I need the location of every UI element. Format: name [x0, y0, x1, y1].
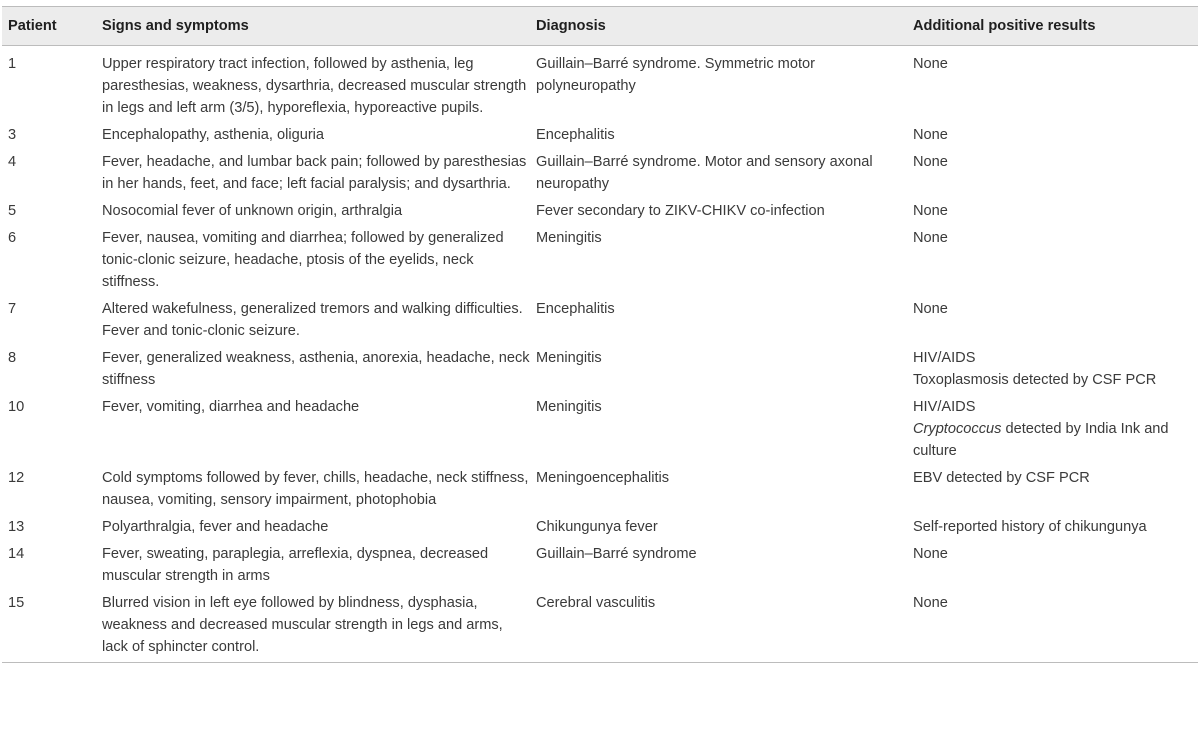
cell-patient: 5	[8, 203, 17, 219]
additional-line: EBV detected by CSF PCR	[913, 470, 1090, 486]
additional-line: None	[913, 56, 948, 72]
table-row	[2, 592, 1198, 663]
additional-line	[913, 418, 1198, 462]
organism-name: Cryptococcus	[913, 421, 1002, 437]
table-row	[2, 543, 1198, 592]
cell-signs: Blurred vision in left eye followed by blindness, dysphasia, weakness and decreased muscular strength in legs and arms, lack of sphincter control.	[102, 595, 503, 655]
cell-signs: Fever, vomiting, diarrhea and headache	[102, 399, 360, 415]
cell-signs: Encephalopathy, asthenia, oliguria	[102, 127, 325, 143]
cell-additional	[907, 592, 1198, 663]
cell-signs: Upper respiratory tract infection, followed by asthenia, leg paresthesias, weakness, dysarthria, decreased muscular strength in legs and left arm (3/5), hyporeflexia, hyporeactive pupils.	[102, 56, 527, 116]
table-header	[2, 7, 1198, 46]
cell-patient: 3	[8, 127, 17, 143]
cell-diagnosis: Meningoencephalitis	[536, 470, 670, 486]
cell-patient: 12	[8, 470, 25, 486]
table-row	[2, 396, 1198, 467]
cell-signs: Altered wakefulness, generalized tremors and walking difficulties. Fever and tonic-clonic seizure.	[102, 301, 523, 339]
table-row	[2, 516, 1198, 543]
cell-patient: 1	[8, 56, 17, 72]
cell-patient: 4	[8, 154, 17, 170]
header-additional-results: Additional positive results	[913, 18, 1096, 34]
cell-patient: 6	[8, 230, 17, 246]
additional-line: None	[913, 203, 948, 219]
cell-signs: Polyarthralgia, fever and headache	[102, 519, 329, 535]
cell-diagnosis: Meningitis	[536, 230, 602, 246]
additional-line: Toxoplasmosis detected by CSF PCR	[913, 372, 1157, 388]
table-row	[2, 467, 1198, 516]
cell-diagnosis: Encephalitis	[536, 127, 615, 143]
cell-diagnosis: Fever secondary to ZIKV-CHIKV co-infection	[536, 203, 825, 219]
table-row	[2, 46, 1198, 125]
cell-additional	[907, 227, 1198, 298]
cell-additional	[907, 347, 1198, 396]
table-row	[2, 124, 1198, 151]
cell-diagnosis: Chikungunya fever	[536, 519, 658, 535]
additional-line: None	[913, 595, 948, 611]
additional-line: Self-reported history of chikungunya	[913, 519, 1147, 535]
additional-line: HIV/AIDS	[913, 399, 976, 415]
additional-line: None	[913, 546, 948, 562]
clinical-table	[2, 6, 1198, 663]
cell-additional	[907, 151, 1198, 200]
cell-patient: 7	[8, 301, 17, 317]
table-row	[2, 298, 1198, 347]
cell-signs: Fever, sweating, paraplegia, arreflexia, dyspnea, decreased muscular strength in arms	[102, 546, 489, 584]
cell-diagnosis: Meningitis	[536, 350, 602, 366]
header-diagnosis: Diagnosis	[536, 18, 606, 34]
additional-line: HIV/AIDS	[913, 350, 976, 366]
additional-line: None	[913, 230, 948, 246]
additional-line: None	[913, 154, 948, 170]
cell-diagnosis: Guillain–Barré syndrome. Symmetric motor polyneuropathy	[536, 56, 815, 94]
cell-signs: Fever, headache, and lumbar back pain; followed by paresthesias in her hands, feet, and face; left facial paralysis; and dysarthria.	[102, 154, 527, 192]
clinical-table-container	[2, 6, 1198, 663]
additional-line: None	[913, 127, 948, 143]
table-row	[2, 347, 1198, 396]
table-row	[2, 200, 1198, 227]
cell-diagnosis: Meningitis	[536, 399, 602, 415]
cell-additional	[907, 46, 1198, 125]
cell-patient: 14	[8, 546, 25, 562]
cell-signs: Nosocomial fever of unknown origin, arthralgia	[102, 203, 403, 219]
cell-additional	[907, 467, 1198, 516]
cell-patient: 15	[8, 595, 25, 611]
additional-line: None	[913, 301, 948, 317]
table-row	[2, 151, 1198, 200]
header-row	[2, 7, 1198, 46]
cell-additional	[907, 543, 1198, 592]
cell-signs: Fever, generalized weakness, asthenia, anorexia, headache, neck stiffness	[102, 350, 530, 388]
cell-signs: Cold symptoms followed by fever, chills, headache, neck stiffness, nausea, vomiting, sensory impairment, photophobia	[102, 470, 529, 508]
cell-patient: 8	[8, 350, 17, 366]
table-row	[2, 227, 1198, 298]
cell-diagnosis: Encephalitis	[536, 301, 615, 317]
cell-additional	[907, 396, 1198, 467]
cell-diagnosis: Cerebral vasculitis	[536, 595, 656, 611]
cell-diagnosis: Guillain–Barré syndrome	[536, 546, 697, 562]
cell-additional	[907, 516, 1198, 543]
cell-patient: 13	[8, 519, 25, 535]
header-patient: Patient	[8, 18, 57, 34]
cell-additional	[907, 298, 1198, 347]
cell-diagnosis: Guillain–Barré syndrome. Motor and sensory axonal neuropathy	[536, 154, 873, 192]
cell-additional	[907, 124, 1198, 151]
header-signs-and-symptoms: Signs and symptoms	[102, 18, 249, 34]
cell-additional	[907, 200, 1198, 227]
cell-patient: 10	[8, 399, 25, 415]
additional-detail: detected by India Ink and culture	[913, 421, 1169, 459]
table-body	[2, 46, 1198, 663]
cell-signs: Fever, nausea, vomiting and diarrhea; followed by generalized tonic-clonic seizure, headache, ptosis of the eyelids, neck stiffness.	[102, 230, 504, 290]
